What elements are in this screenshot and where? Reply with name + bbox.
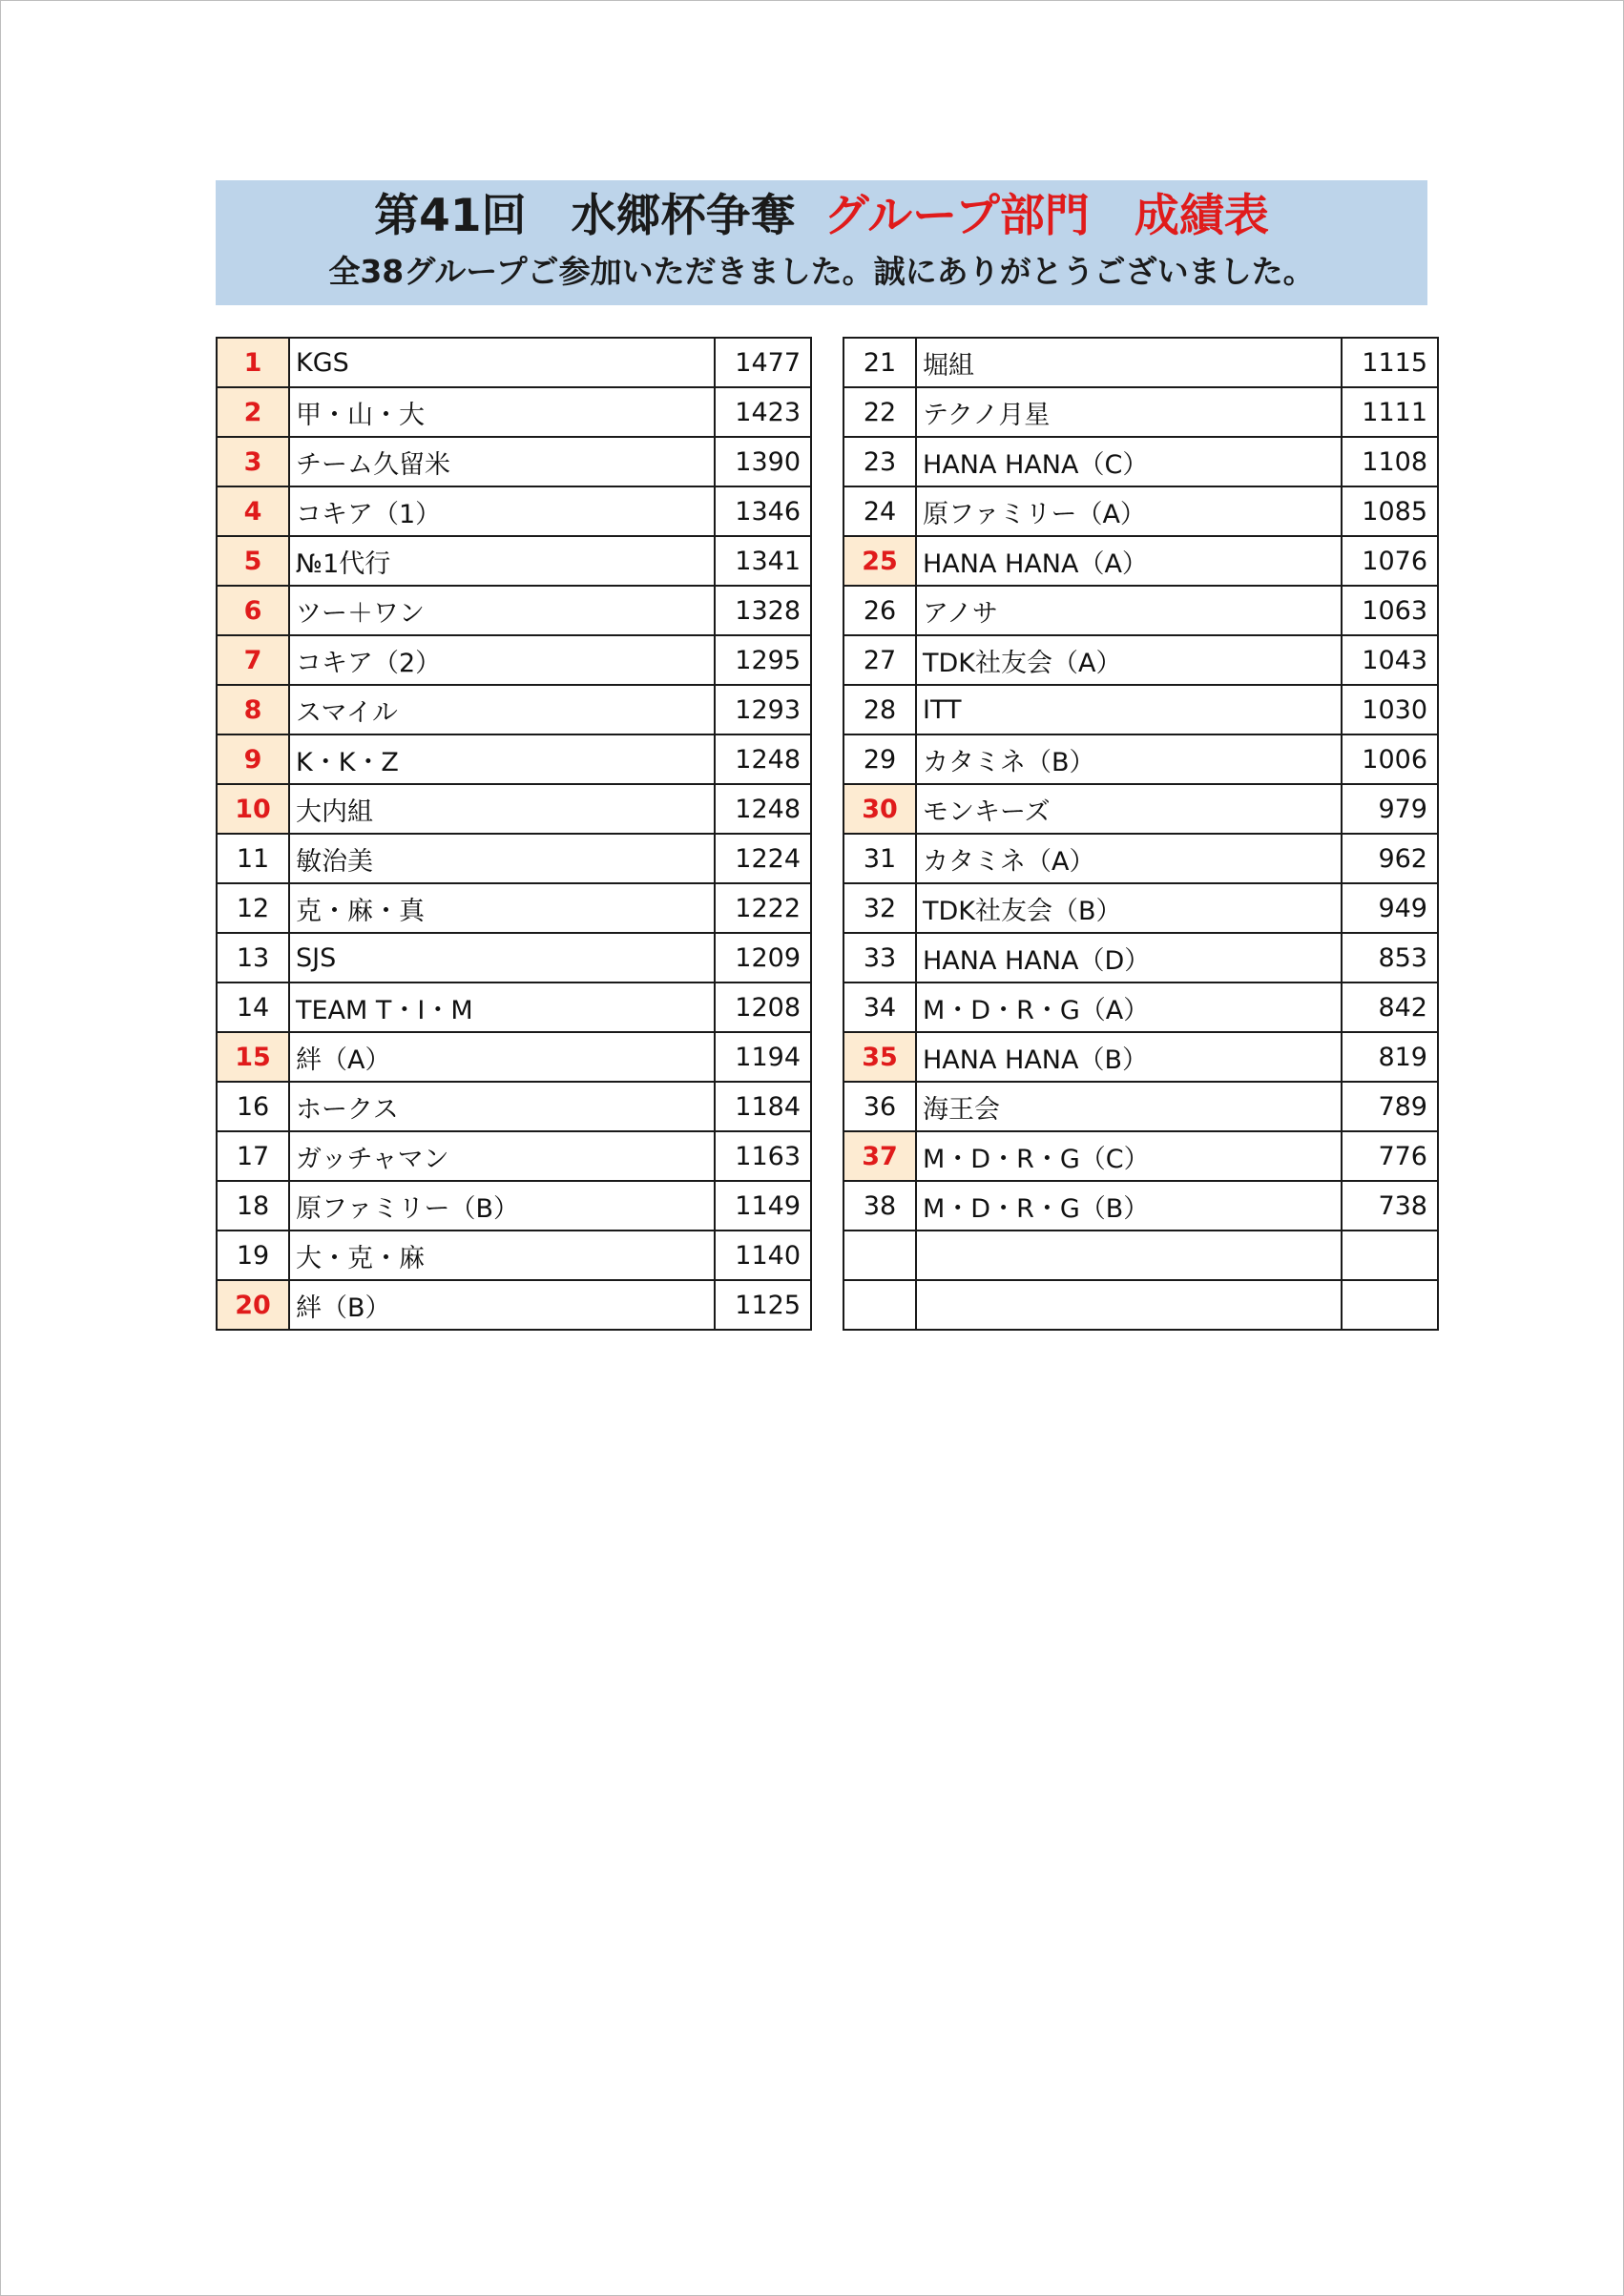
rank-cell: 21 [843,338,916,387]
score-cell: 842 [1342,983,1438,1032]
table-row [217,933,811,983]
rank-cell [843,1231,916,1280]
table-row [843,784,1438,834]
group-name-cell: ツー＋ワン [289,586,715,635]
group-name-cell: TDK社友会（B） [916,883,1342,933]
score-cell: 1390 [715,437,811,486]
group-name-cell [916,1231,1342,1280]
group-name-cell: モンキーズ [916,784,1342,834]
score-cell [1342,1280,1438,1330]
score-cell: 1341 [715,536,811,586]
rank-cell: 35 [843,1032,916,1082]
table-row [843,1131,1438,1181]
group-name-cell: 絆（B） [289,1280,715,1330]
score-cell: 853 [1342,933,1438,983]
page-subtitle: 全38グループご参加いただきました。誠にありがとうございました。 [328,253,1315,290]
group-name-cell: カタミネ（A） [916,834,1342,883]
score-cell: 1224 [715,834,811,883]
group-name-cell: 大・克・麻 [289,1231,715,1280]
score-cell: 1209 [715,933,811,983]
score-cell: 819 [1342,1032,1438,1082]
table-row [217,387,811,437]
score-cell: 1108 [1342,437,1438,486]
score-cell: 1293 [715,685,811,734]
table-row [217,834,811,883]
table-row [217,536,811,586]
rank-cell: 29 [843,734,916,784]
rank-cell: 4 [217,486,289,536]
rank-cell: 38 [843,1181,916,1231]
rank-cell [843,1280,916,1330]
rank-cell: 2 [217,387,289,437]
group-name-cell: ガッチャマン [289,1131,715,1181]
score-cell: 1063 [1342,586,1438,635]
rank-cell: 25 [843,536,916,586]
table-row [217,1082,811,1131]
rank-cell: 14 [217,983,289,1032]
group-name-cell: 堀組 [916,338,1342,387]
results-table-left [216,337,812,1331]
table-row [843,1032,1438,1082]
table-row [217,983,811,1032]
table-row [217,437,811,486]
rank-cell: 10 [217,784,289,834]
table-row [217,784,811,834]
score-cell: 1043 [1342,635,1438,685]
rank-cell: 18 [217,1181,289,1231]
group-name-cell [916,1280,1342,1330]
group-name-cell: ホークス [289,1082,715,1131]
rank-cell: 23 [843,437,916,486]
score-cell: 949 [1342,883,1438,933]
group-name-cell: M・D・R・G（B） [916,1181,1342,1231]
table-row [217,586,811,635]
score-cell: 1076 [1342,536,1438,586]
rank-cell: 12 [217,883,289,933]
group-name-cell: カタミネ（B） [916,734,1342,784]
rank-cell: 33 [843,933,916,983]
group-name-cell: №1代行 [289,536,715,586]
score-cell: 1328 [715,586,811,635]
score-cell: 962 [1342,834,1438,883]
rank-cell: 27 [843,635,916,685]
table-row [843,834,1438,883]
group-name-cell: 原ファミリー（B） [289,1181,715,1231]
score-cell: 1423 [715,387,811,437]
table-row [217,486,811,536]
score-cell: 789 [1342,1082,1438,1131]
group-name-cell: チーム久留米 [289,437,715,486]
rank-cell: 19 [217,1231,289,1280]
group-name-cell: TEAM T・I・M [289,983,715,1032]
rank-cell: 3 [217,437,289,486]
table-row [217,635,811,685]
results-header [216,180,1427,305]
group-name-cell: K・K・Z [289,734,715,784]
score-cell: 1346 [715,486,811,536]
rank-cell: 7 [217,635,289,685]
group-name-cell: ITT [916,685,1342,734]
table-row [843,338,1438,387]
group-name-cell: 敏治美 [289,834,715,883]
group-name-cell: 絆（A） [289,1032,715,1082]
group-name-cell: 甲・山・大 [289,387,715,437]
table-row [843,1280,1438,1330]
group-name-cell: HANA HANA（D） [916,933,1342,983]
rank-cell: 26 [843,586,916,635]
rank-cell: 16 [217,1082,289,1131]
rank-cell: 24 [843,486,916,536]
table-row [843,1082,1438,1131]
score-cell: 1125 [715,1280,811,1330]
title-main: 第41回 水郷杯争奪 [374,190,796,242]
score-cell: 1194 [715,1032,811,1082]
score-cell: 1085 [1342,486,1438,536]
table-row [217,338,811,387]
rank-cell: 11 [217,834,289,883]
score-cell: 1115 [1342,338,1438,387]
rank-cell: 31 [843,834,916,883]
table-row [217,1181,811,1231]
score-cell: 1222 [715,883,811,933]
rank-cell: 34 [843,983,916,1032]
table-row [217,734,811,784]
rank-cell: 8 [217,685,289,734]
table-row [843,486,1438,536]
rank-cell: 17 [217,1131,289,1181]
rank-cell: 5 [217,536,289,586]
score-cell [1342,1231,1438,1280]
group-name-cell: HANA HANA（C） [916,437,1342,486]
table-row [843,883,1438,933]
score-cell: 1140 [715,1231,811,1280]
score-cell: 776 [1342,1131,1438,1181]
rank-cell: 32 [843,883,916,933]
group-name-cell: テクノ月星 [916,387,1342,437]
rank-cell: 6 [217,586,289,635]
score-cell: 1248 [715,734,811,784]
rank-cell: 1 [217,338,289,387]
group-name-cell: SJS [289,933,715,983]
group-name-cell: HANA HANA（B） [916,1032,1342,1082]
group-name-cell: コキア（1） [289,486,715,536]
group-name-cell: TDK社友会（A） [916,635,1342,685]
table-row [217,1131,811,1181]
table-row [843,387,1438,437]
score-cell: 1477 [715,338,811,387]
group-name-cell: 大内組 [289,784,715,834]
rank-cell: 22 [843,387,916,437]
group-name-cell: スマイル [289,685,715,734]
table-row [217,883,811,933]
group-name-cell: アノサ [916,586,1342,635]
title-accent: グループ部門 成績表 [823,190,1269,242]
group-name-cell: M・D・R・G（A） [916,983,1342,1032]
score-cell: 1006 [1342,734,1438,784]
table-row [843,734,1438,784]
table-row [843,1231,1438,1280]
rank-cell: 9 [217,734,289,784]
table-row [217,1231,811,1280]
rank-cell: 13 [217,933,289,983]
group-name-cell: 克・麻・真 [289,883,715,933]
results-table-right [843,337,1439,1331]
score-cell: 1163 [715,1131,811,1181]
group-name-cell: 海王会 [916,1082,1342,1131]
table-row [843,437,1438,486]
score-cell: 1208 [715,983,811,1032]
group-name-cell: KGS [289,338,715,387]
table-row [843,586,1438,635]
rank-cell: 15 [217,1032,289,1082]
group-name-cell: M・D・R・G（C） [916,1131,1342,1181]
score-cell: 1111 [1342,387,1438,437]
table-row [843,1181,1438,1231]
group-name-cell: 原ファミリー（A） [916,486,1342,536]
table-row [217,685,811,734]
score-cell: 979 [1342,784,1438,834]
score-cell: 1248 [715,784,811,834]
table-row [217,1280,811,1330]
table-row [843,635,1438,685]
table-row [843,536,1438,586]
score-cell: 1184 [715,1082,811,1131]
table-row [843,983,1438,1032]
rank-cell: 28 [843,685,916,734]
score-cell: 738 [1342,1181,1438,1231]
rank-cell: 37 [843,1131,916,1181]
page-title [216,188,1427,245]
rank-cell: 36 [843,1082,916,1131]
group-name-cell: HANA HANA（A） [916,536,1342,586]
score-cell: 1030 [1342,685,1438,734]
table-row [217,1032,811,1082]
table-row [843,685,1438,734]
group-name-cell: コキア（2） [289,635,715,685]
score-cell: 1295 [715,635,811,685]
score-cell: 1149 [715,1181,811,1231]
rank-cell: 20 [217,1280,289,1330]
rank-cell: 30 [843,784,916,834]
table-row [843,933,1438,983]
